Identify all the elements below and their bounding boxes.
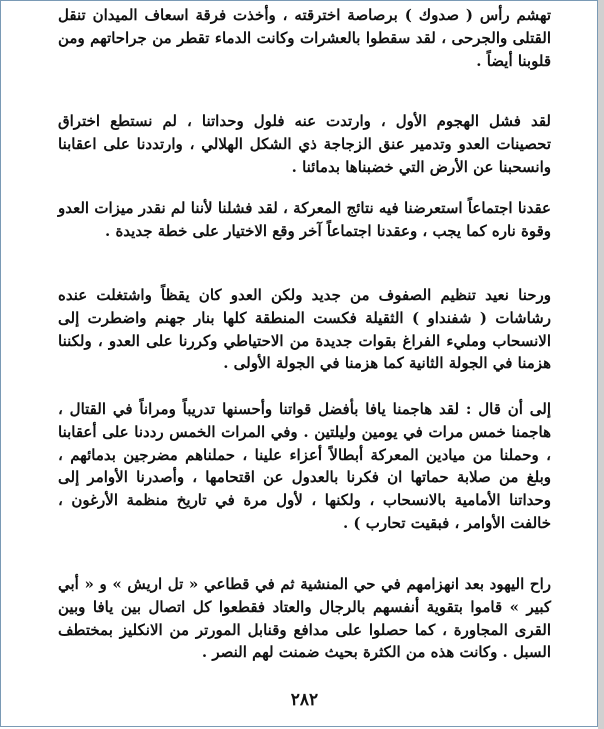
paragraph-1: تهشم رأس ( صدوك ) برصاصة اخترقته ، وأخذت فرقة اسعاف الميدان تنقل القتلى والجرحى ، لقد سقطوا بالعشرات وكانت الدماء تقطر من جراحاتهم ومن قلوبنا أيضاً . bbox=[58, 6, 551, 70]
paragraph-3: عقدنا اجتماعاً استعرضنا فيه نتائج المعركة ، لقد فشلنا لأننا لم نقدر ميزات العدو وقوة ناره كما يجب ، وعقدنا اجتماعاً آخر وقع الاختيار على خطة جديدة . bbox=[58, 199, 551, 240]
paragraph-2: لقد فشل الهجوم الأول ، وارتدت عنه فلول وحداتنا ، لم نستطع اختراق تحصينات العدو وتدمير عنق الزجاجة ذي الشكل الهلالي ، وارتددنا على اعقابنا وانسحبنا عن الأرض التي خضبناها بدمائنا . bbox=[58, 112, 551, 176]
paragraph-6: راح اليهود بعد انهزامهم في حي المنشية ثم في قطاعي « تل اريش » و « أبي كبير » قاموا بتقوية أنفسهم بالرجال والعتاد فقطعوا كل اتصال بين يافا وبين القرى المجاورة ، كما حصلوا على مدافع وقنابل المورتر من الانكليز بمختطف السبل . وكانت هذه من الكثرة بحيث ضمنت لهم النصر . bbox=[58, 575, 551, 662]
page-number: ٢٨٢ bbox=[290, 690, 319, 710]
paragraph-5: إلى أن قال : لقد هاجمنا يافا بأفضل قواتنا وأحسنها تدريباً ومراناً في القتال ، هاجمنا خمس مرات في يومين وليلتين . وفي المرات الخمس رددنا على أعقابنا ، وحملنا من ميادين المعركة أبطالاً أعزاء علينا ، حملناهم مضرجين بدمائهم ، وبلغ من صلابة حماتها ان فكرنا بالعدول عن اقتحامها ، وأصدرنا الأوامر إلى وحداتنا الأمامية بالانسحاب ، ولكنها ، لأول مرة في تاريخ منظمة الأرغون ، خالفت الأوامر ، فبقيت تحارب ) . bbox=[58, 400, 551, 532]
paragraph-4: ورحنا نعيد تنظيم الصفوف من جديد ولكن العدو كان يقظاً واشتغلت عنده رشاشات ( شفنداو ) الثقيلة فكست المنطقة كلها بنار جهنم واضطرت إلى الانسحاب ومليء الفراغ بقوات جديدة من الاحتياطي وكررنا على العدو ، ولكننا هزمنا في الجولة الثانية كما هزمنا في الجولة الأولى . bbox=[58, 286, 551, 373]
scrollbar-strip[interactable] bbox=[598, 0, 604, 729]
document-page bbox=[58, 0, 551, 729]
